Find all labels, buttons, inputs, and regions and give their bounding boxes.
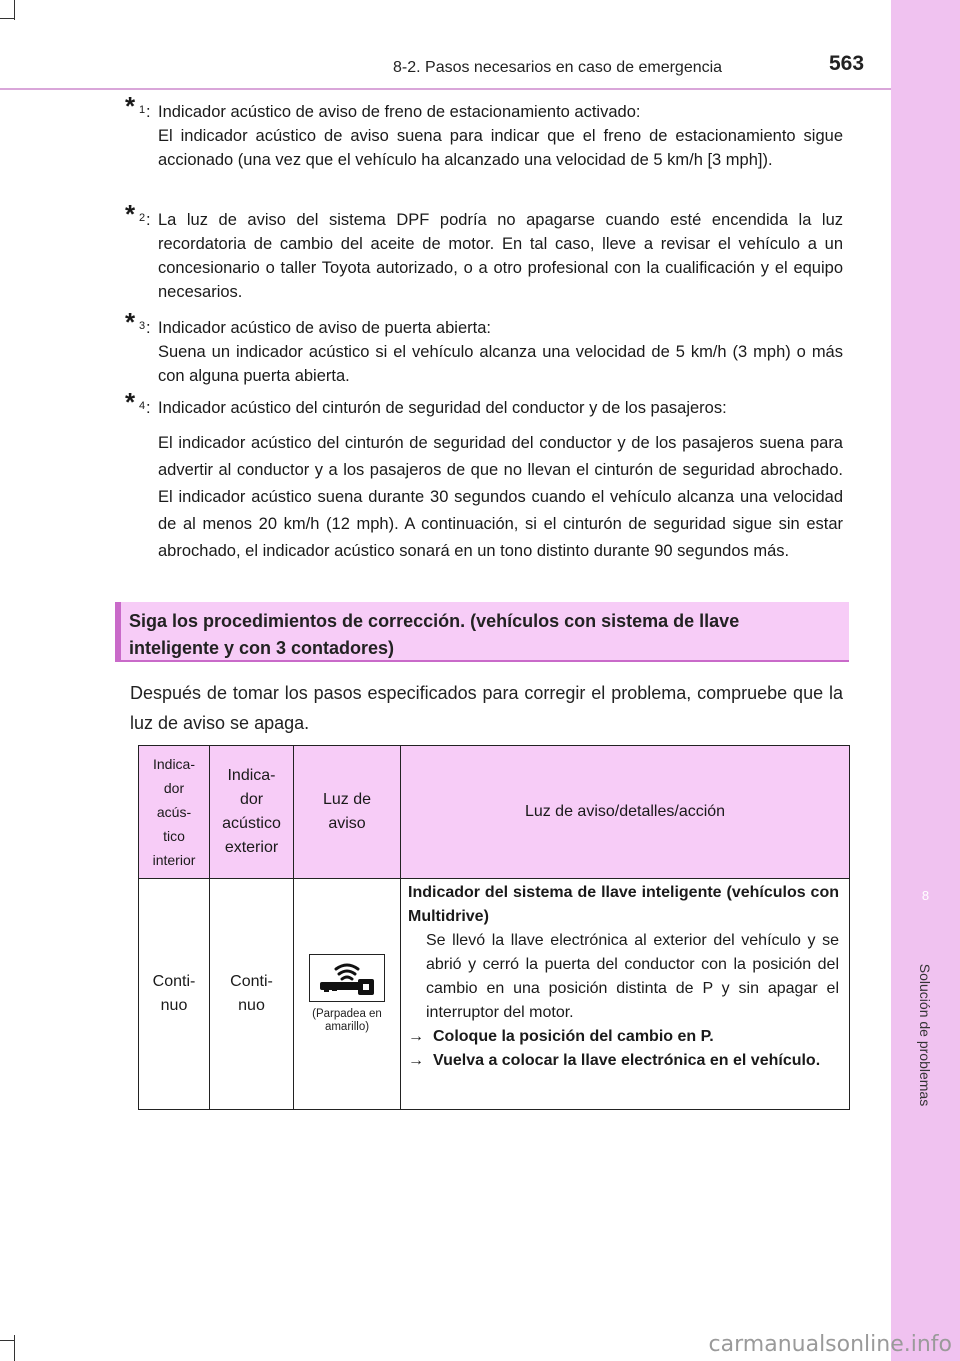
action-item: → Vuelva a colocar la llave electrónica en el vehículo. — [408, 1049, 839, 1073]
footnote-4: * 4 : Indicador acústico del cinturón de seguridad del conductor y de los pasajeros: El indicador acústico del cinturón de seguridad del conductor y de los pasajeros suena para advertir al conductor y a los pasajeros de que no llevan el cinturón de seguridad abrochado. El indicador acústico suena durante 30 segundos cuando el vehículo alcanza una velocidad de al menos 20 km/h (12 mph). A continuación, si el cinturón de seguridad sigue sin estar abrochado, el indicador acústico sonará en un tono distinto durante 90 segundos más. — [125, 396, 843, 565]
footnote-mark: * — [125, 307, 136, 337]
crop-mark — [0, 18, 14, 19]
section-heading-line2: inteligente y con 3 contadores) — [129, 638, 395, 658]
detail-title: Indicador del sistema de llave inteligente (vehículos con Multidrive) — [408, 884, 839, 925]
cell-details — [401, 879, 850, 1110]
footnote-text: Suena un indicador acústico si el vehículo alcanza una velocidad de 5 km/h (3 mph) o más con alguna puerta abierta. — [158, 343, 843, 385]
header-divider — [0, 88, 891, 90]
footnote-1: * 1 : Indicador acústico de aviso de freno de estacionamiento activado: El indicador acústico de aviso suena para indicar que el freno de estacionamiento sigue accionado (una vez que el vehículo ha alcanzado una velocidad de 5 km/h [3 mph]). — [125, 100, 843, 172]
table-row — [139, 879, 850, 1110]
warning-table — [138, 745, 850, 1110]
crop-mark — [14, 0, 15, 20]
crop-mark — [14, 1335, 15, 1361]
arrow-icon: → — [408, 1052, 424, 1069]
header-details: Luz de aviso/detalles/acción — [401, 746, 850, 879]
footnote-mark: * — [125, 387, 136, 417]
icon-caption: (Parpadea en amarillo) — [312, 1008, 382, 1033]
footnote-title: Indicador acústico de aviso de freno de estacionamiento activado: — [158, 103, 641, 121]
header-exterior-buzzer: Indica-dor acústico exterior — [210, 746, 294, 879]
section-heading-line1: Siga los procedimientos de corrección. (vehículos con sistema de llave — [129, 611, 740, 631]
page-number: 563 — [829, 52, 865, 75]
footnote-title: Indicador acústico de aviso de puerta abierta: — [158, 319, 491, 337]
detail-text: Se llevó la llave electrónica al exterior del vehículo y se abrió y cerró la puerta del conductor con la posición del cambio en una posición distinta de P y sin apagar el interruptor del motor. — [426, 932, 839, 1021]
footnote-title: Indicador acústico del cinturón de seguridad del conductor y de los pasajeros: — [158, 399, 727, 417]
action-item: → Coloque la posición del cambio en P. — [408, 1025, 839, 1049]
footnote-number: 3 — [139, 320, 146, 332]
smart-key-warning-icon — [309, 954, 385, 1002]
chapter-number: 8 — [921, 888, 930, 903]
chapter-sidebar — [891, 0, 960, 1361]
footnote-mark: * — [125, 91, 136, 121]
footnote-number: 4 — [139, 400, 146, 412]
section-header-title: 8-2. Pasos necesarios en caso de emergencia — [393, 59, 723, 76]
footnote-text: El indicador acústico del cinturón de seguridad del conductor y de los pasajeros suena para advertir al conductor y a los pasajeros de que no llevan el cinturón de seguridad abrochado. El indicador acústico suena durante 30 segundos cuando el vehículo alcanza una velocidad de al menos 20 km/h (12 mph). A continuación, si el cinturón de seguridad sigue sin estar abrochado, el indicador acústico sonará en un tono distinto durante 90 segundos más. — [158, 434, 843, 560]
header-interior-buzzer: Indica-dor acús-tico interior — [139, 746, 210, 879]
section-heading — [115, 602, 849, 662]
header-warning-light: Luz de aviso — [294, 746, 401, 879]
cell-interior-buzzer: Conti-nuo — [139, 879, 210, 1110]
footnote-text: La luz de aviso del sistema DPF podría no apagarse cuando esté encendida la luz recordatoria de cambio del aceite de motor. En tal caso, lleve a revisar el vehículo a un concesionario o taller Toyota autorizado, o a otro profesional con la cualificación y el equipo necesarios. — [158, 211, 843, 301]
footnote-number: 1 — [139, 104, 146, 116]
footnote-mark: * — [125, 199, 136, 229]
chapter-title: Solución de problemas — [917, 963, 933, 1107]
watermark: carmanualsonline.info — [708, 1332, 952, 1357]
cell-exterior-buzzer: Conti-nuo — [210, 879, 294, 1110]
intro-paragraph: Después de tomar los pasos especificados para corregir el problema, compruebe que la luz de aviso se apaga. — [130, 683, 843, 733]
cell-warning-light — [294, 879, 401, 1110]
footnote-number: 2 — [139, 212, 146, 224]
arrow-icon: → — [408, 1028, 424, 1045]
footnote-3: * 3 : Indicador acústico de aviso de puerta abierta: Suena un indicador acústico si el vehículo alcanza una velocidad de 5 km/h (3 mph) o más con alguna puerta abierta. — [125, 316, 843, 388]
footnote-2: * 2 : La luz de aviso del sistema DPF podría no apagarse cuando esté encendida la luz recordatoria de cambio del aceite de motor. En tal caso, lleve a revisar el vehículo a un concesionario o taller Toyota autorizado, o a otro profesional con la cualificación y el equipo necesarios. — [125, 208, 843, 304]
footnote-text: El indicador acústico de aviso suena para indicar que el freno de estacionamiento sigue accionado (una vez que el vehículo ha alcanzado una velocidad de 5 km/h [3 mph]). — [158, 127, 843, 169]
table-header-row — [139, 746, 850, 879]
crop-mark — [0, 1340, 14, 1341]
